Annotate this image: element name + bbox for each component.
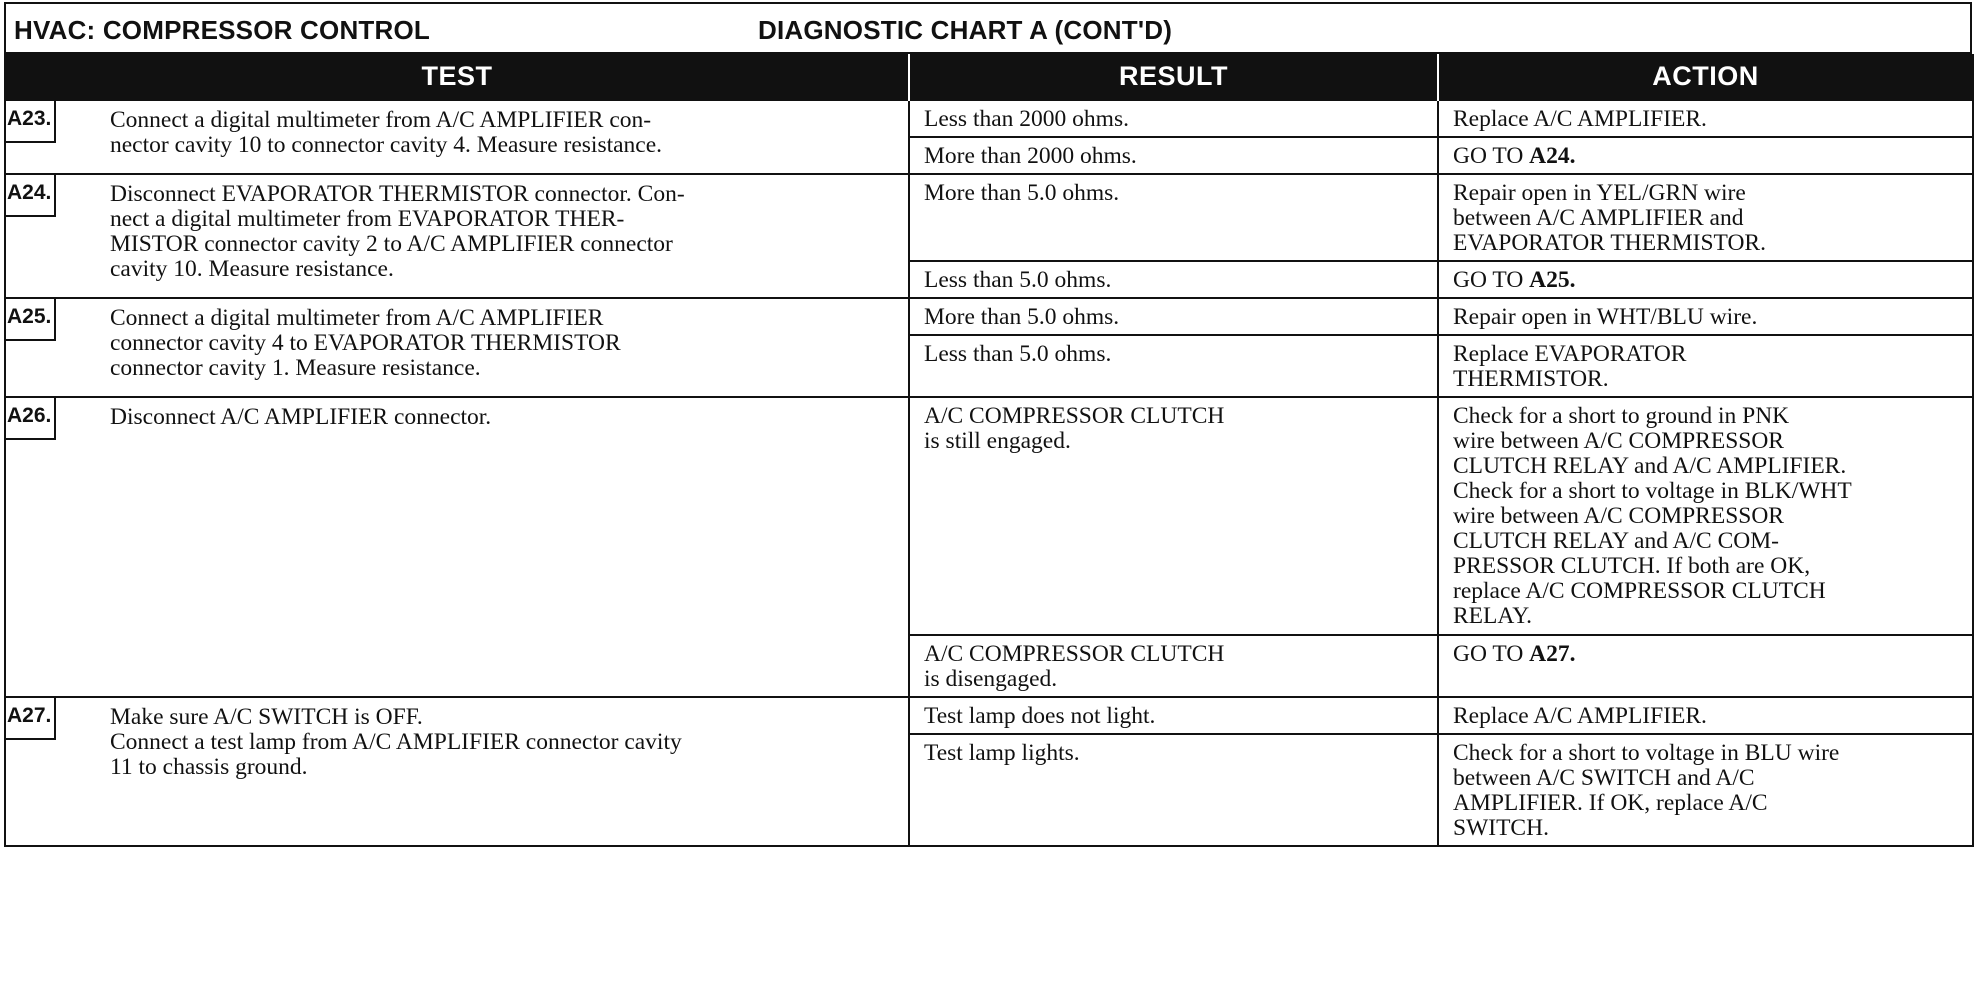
- result-line: is disengaged.: [924, 666, 1058, 692]
- action-line: PRESSOR CLUTCH. If both are OK,: [1453, 553, 1811, 579]
- diagnostic-table: [4, 54, 1974, 847]
- action-line: wire between A/C COMPRESSOR: [1453, 428, 1784, 454]
- step-label-a27: A27.: [4, 696, 56, 740]
- test-cell-a24: [5, 174, 909, 298]
- column-header-action: ACTION: [1438, 54, 1973, 100]
- action-cell: [1438, 137, 1973, 174]
- test-line: MISTOR connector cavity 2 to A/C AMPLIFIER connector: [110, 231, 673, 257]
- table-row: [5, 100, 1973, 137]
- action-line: AMPLIFIER. If OK, replace A/C: [1453, 790, 1768, 816]
- result-cell: More than 5.0 ohms.: [909, 174, 1438, 261]
- step-label-a24: A24.: [4, 173, 56, 217]
- action-cell: Repair open in WHT/BLU wire.: [1438, 298, 1973, 335]
- goto-prefix: GO TO: [1453, 267, 1530, 293]
- result-cell: Test lamp lights.: [909, 734, 1438, 846]
- column-header-test: TEST: [5, 54, 909, 100]
- test-cell-a26: [5, 397, 909, 697]
- action-cell: [1438, 174, 1973, 261]
- action-line: EVAPORATOR THERMISTOR.: [1453, 230, 1766, 256]
- test-line: Connect a digital multimeter from A/C AMPLIFIER con-: [110, 107, 652, 133]
- action-line: CLUTCH RELAY and A/C COM-: [1453, 528, 1779, 554]
- result-cell: More than 5.0 ohms.: [909, 298, 1438, 335]
- result-line: is still engaged.: [924, 428, 1071, 454]
- step-label-a26: A26.: [4, 396, 56, 440]
- action-line: Repair open in YEL/GRN wire: [1453, 180, 1746, 206]
- action-line: RELAY.: [1453, 603, 1533, 629]
- result-cell: Test lamp does not light.: [909, 697, 1438, 734]
- goto-prefix: GO TO: [1453, 143, 1530, 169]
- action-line: THERMISTOR.: [1453, 366, 1609, 392]
- test-cell-a25: [5, 298, 909, 397]
- table-row: [5, 397, 1973, 635]
- test-line: nect a digital multimeter from EVAPORATOR THER-: [110, 206, 625, 232]
- goto-step-a25: A25.: [1529, 267, 1576, 293]
- action-cell: [1438, 261, 1973, 298]
- action-line: Check for a short to ground in PNK: [1453, 403, 1790, 429]
- action-line: replace A/C COMPRESSOR CLUTCH: [1453, 578, 1826, 604]
- step-label-a23: A23.: [4, 99, 56, 143]
- action-line: between A/C SWITCH and A/C: [1453, 765, 1755, 791]
- action-cell: [1438, 397, 1973, 635]
- test-line: Connect a digital multimeter from A/C AMPLIFIER: [110, 305, 604, 331]
- goto-step-a24: A24.: [1529, 143, 1576, 169]
- test-line: Disconnect EVAPORATOR THERMISTOR connector. Con-: [110, 181, 685, 207]
- step-label-a25: A25.: [4, 297, 56, 341]
- test-line: nector cavity 10 to connector cavity 4. Measure resistance.: [110, 132, 663, 158]
- test-line: Disconnect A/C AMPLIFIER connector.: [110, 404, 492, 430]
- action-cell: [1438, 734, 1973, 846]
- result-cell: Less than 5.0 ohms.: [909, 261, 1438, 298]
- action-cell: Replace A/C AMPLIFIER.: [1438, 697, 1973, 734]
- title-bar: [4, 2, 1972, 54]
- column-header-result: RESULT: [909, 54, 1438, 100]
- action-line: wire between A/C COMPRESSOR: [1453, 503, 1784, 529]
- result-cell: [909, 397, 1438, 635]
- test-cell-a23: [5, 100, 909, 174]
- table-row: [5, 298, 1973, 335]
- result-cell: [909, 635, 1438, 697]
- action-cell: [1438, 635, 1973, 697]
- column-header-row: [5, 54, 1973, 100]
- table-row: [5, 697, 1973, 734]
- table-row: [5, 174, 1973, 261]
- result-cell: More than 2000 ohms.: [909, 137, 1438, 174]
- chart-title: DIAGNOSTIC CHART A (CONT'D): [758, 15, 1173, 45]
- action-line: SWITCH.: [1453, 815, 1549, 841]
- test-line: cavity 10. Measure resistance.: [110, 256, 394, 282]
- result-cell: Less than 5.0 ohms.: [909, 335, 1438, 397]
- result-line: A/C COMPRESSOR CLUTCH: [924, 641, 1225, 667]
- test-line: connector cavity 4 to EVAPORATOR THERMISTOR: [110, 330, 621, 356]
- test-cell-a27: [5, 697, 909, 846]
- test-line: Make sure A/C SWITCH is OFF.: [110, 704, 423, 730]
- action-line: CLUTCH RELAY and A/C AMPLIFIER.: [1453, 453, 1847, 479]
- test-line: 11 to chassis ground.: [110, 754, 308, 780]
- action-line: between A/C AMPLIFIER and: [1453, 205, 1744, 231]
- action-cell: Replace A/C AMPLIFIER.: [1438, 100, 1973, 137]
- goto-prefix: GO TO: [1453, 641, 1530, 667]
- action-line: Replace EVAPORATOR: [1453, 341, 1687, 367]
- action-cell: [1438, 335, 1973, 397]
- section-title: HVAC: COMPRESSOR CONTROL: [14, 15, 430, 45]
- result-line: A/C COMPRESSOR CLUTCH: [924, 403, 1225, 429]
- goto-step-a27: A27.: [1529, 641, 1576, 667]
- action-line: Check for a short to voltage in BLU wire: [1453, 740, 1840, 766]
- test-line: Connect a test lamp from A/C AMPLIFIER connector cavity: [110, 729, 682, 755]
- result-cell: Less than 2000 ohms.: [909, 100, 1438, 137]
- diagnostic-sheet: [4, 2, 1974, 1004]
- action-line: Check for a short to voltage in BLK/WHT: [1453, 478, 1852, 504]
- test-line: connector cavity 1. Measure resistance.: [110, 355, 481, 381]
